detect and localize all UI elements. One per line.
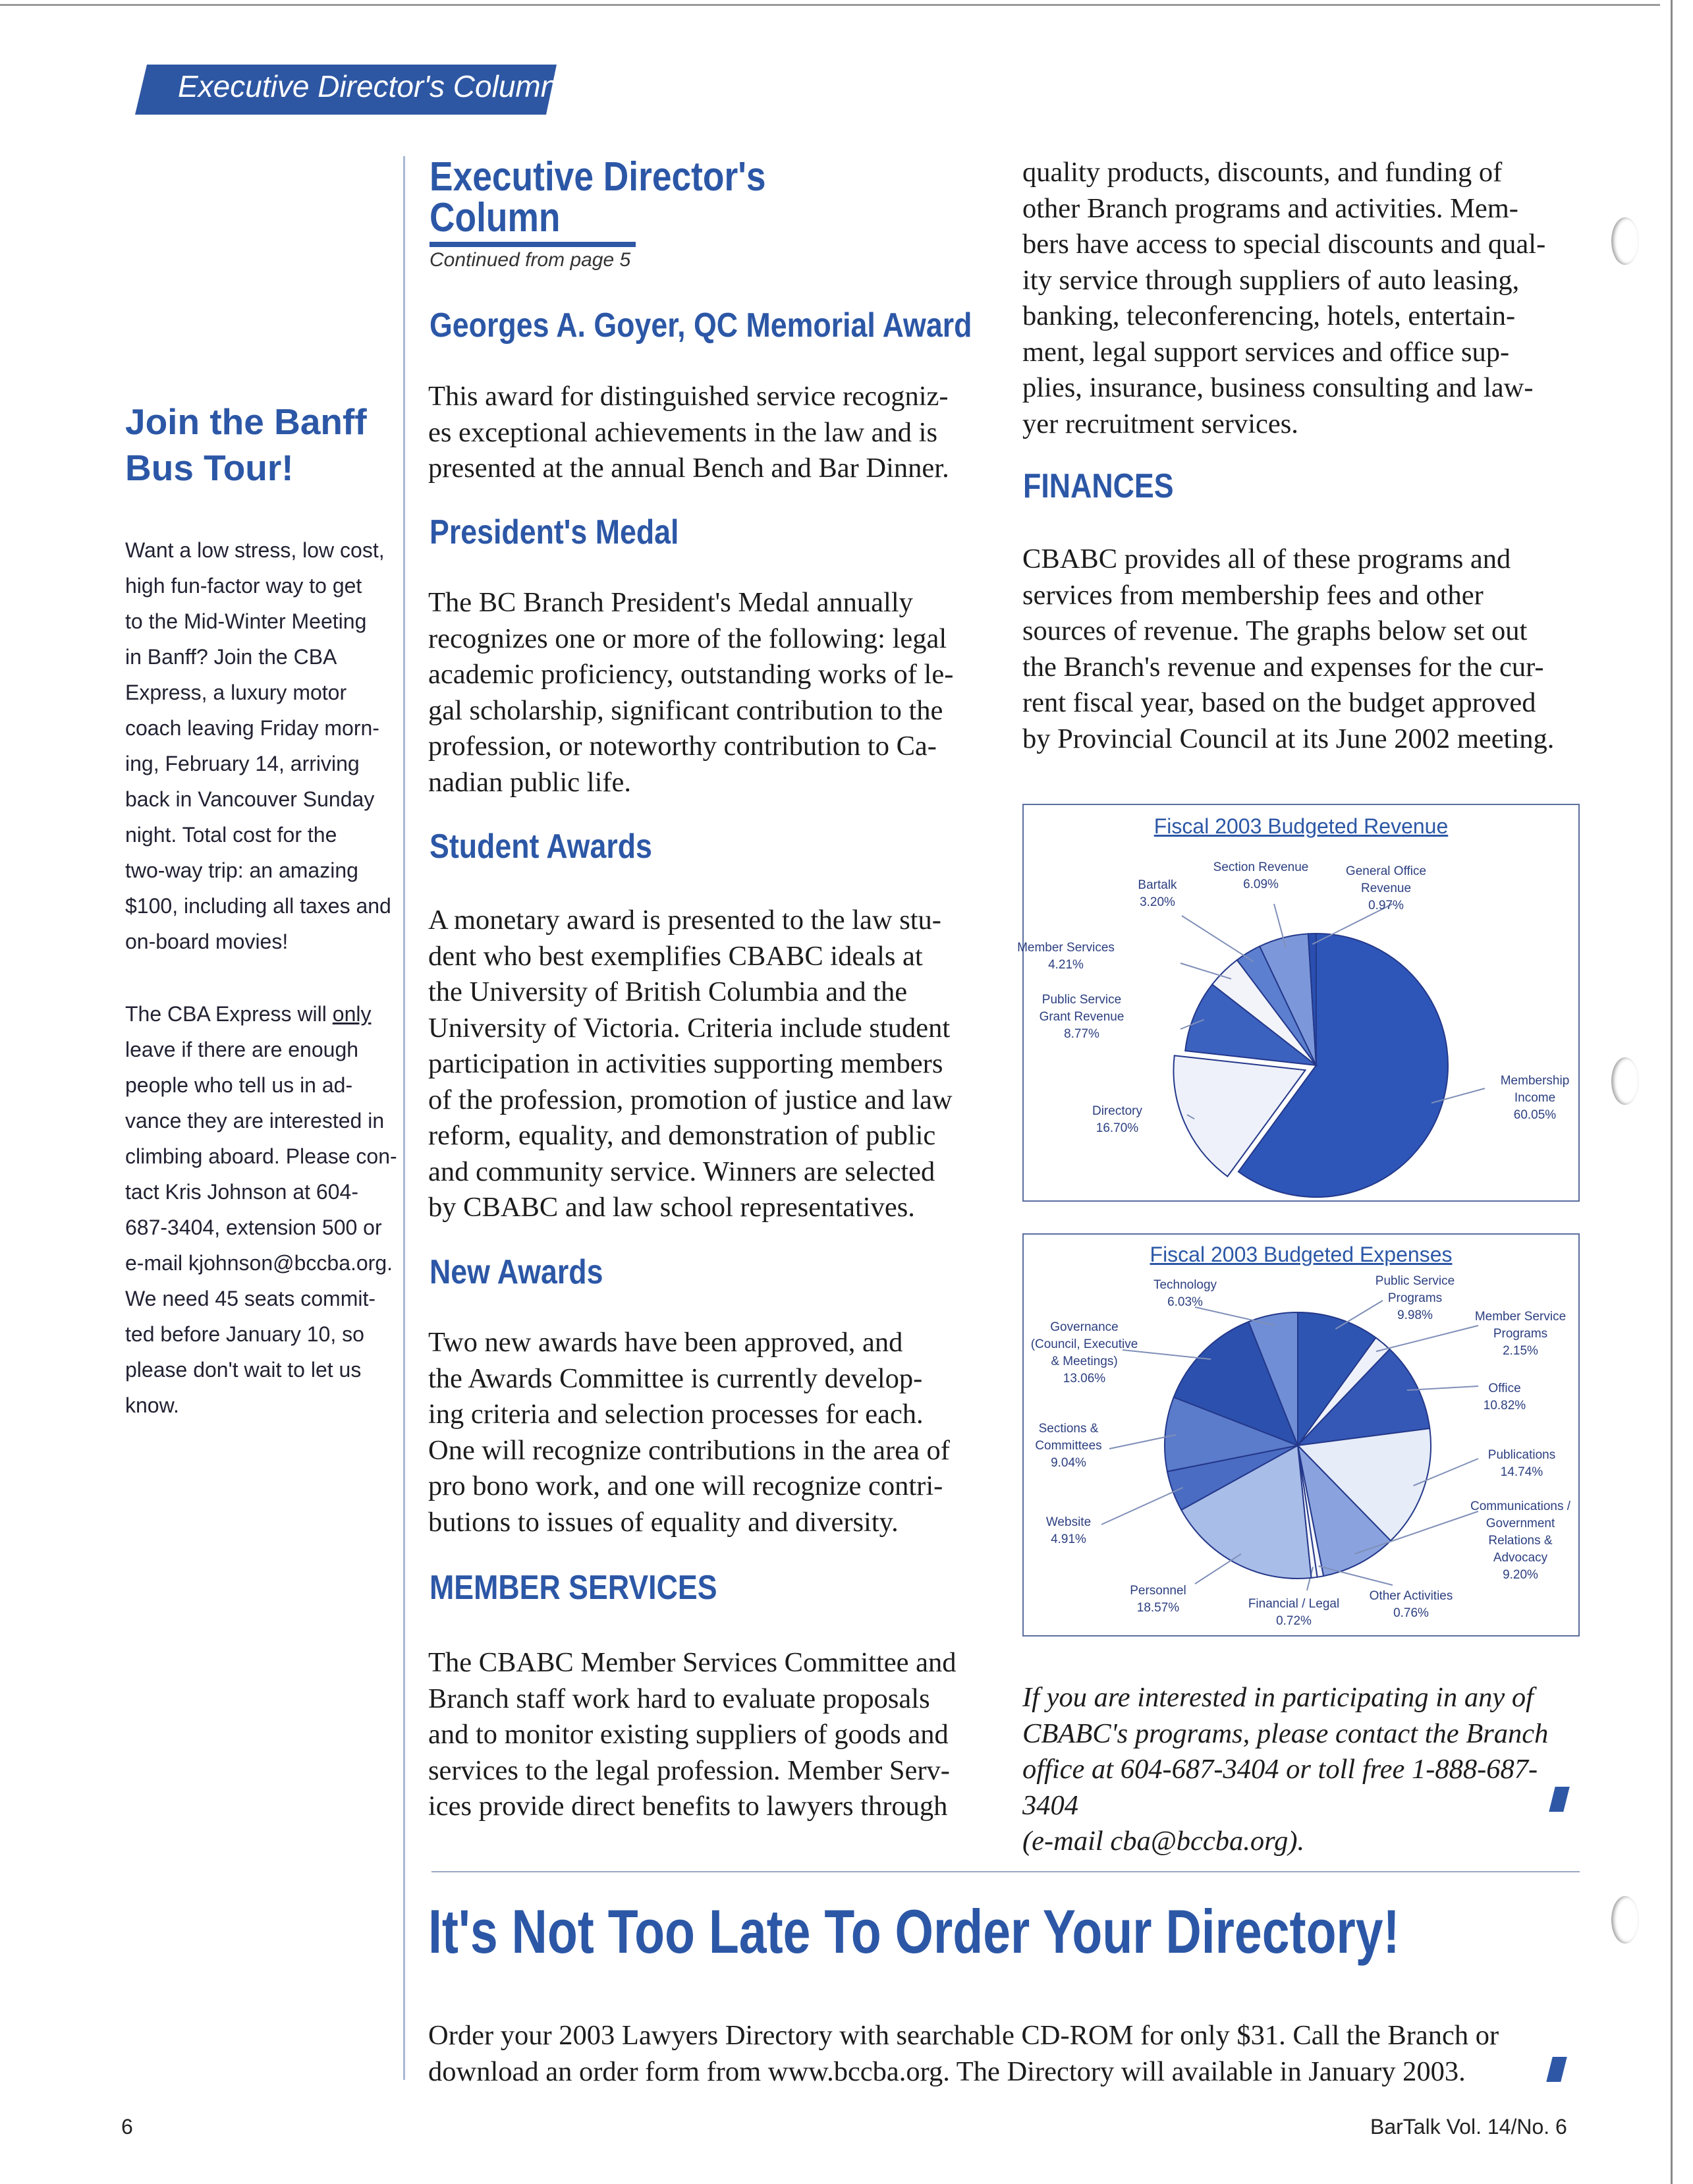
slice-label: Membership Income 60.05% (1500, 1074, 1570, 1122)
page-number: 6 (121, 2115, 133, 2139)
publication-info: BarTalk Vol. 14/No. 6 (1370, 2115, 1567, 2139)
slice-label: Technology 6.03% (1153, 1278, 1217, 1309)
binder-hole (1611, 217, 1639, 265)
sidebar-title: Join the Banff Bus Tour! (125, 401, 367, 488)
slice-label: Governance (Council, Executive & Meetings) 13.06% (1030, 1320, 1138, 1386)
contact-note: If you are interested in participating in any of CBABC's programs, please contact the Branch office at 604-687-3404 or toll free 1-888-687-3404 (e-mail cba@bccba.org). (1022, 1682, 1549, 1857)
section-heading: President's Medal (430, 513, 679, 551)
section-body: A monetary award is presented to the law stu- dent who best exemplifies CBABC ideals at the University of British Columbia and the University of Victoria. Criteria include student participation in activities supporting members of the profession, promotion of justice and law reform, equality, and demonstration of public and community service. Winners are selected by CBABC and law school representatives. (428, 905, 953, 1223)
section-body: CBABC provides all of these programs and services from membership fees and other sources of revenue. The graphs below set out the Branch's revenue and expenses for the cur- rent fiscal year, based on the budget approved by Provincial Council at its June 2002 meeting. (1022, 544, 1555, 754)
leader-line (1182, 916, 1254, 962)
slice-label: Public Service Programs 9.98% (1375, 1274, 1455, 1322)
slice-label: Financial / Legal 0.72% (1248, 1597, 1340, 1628)
column-divider (403, 156, 405, 2080)
promo-heading: It's Not Too Late To Order Your Directory! (428, 1897, 1400, 1966)
slice-label: General Office Revenue 0.97% (1345, 864, 1427, 912)
email-link[interactable]: e-mail kjohnson@bccba.org. (125, 1251, 393, 1275)
slice-label: Other Activities 0.76% (1369, 1589, 1453, 1620)
expenses-chart (1022, 1233, 1580, 1637)
sidebar-paragraph: Want a low stress, low cost, high fun-factor way to get to the Mid-Winter Meeting in Banff? Join the CBA Express, a luxury motor coach leaving Friday morn- ing, February 14, arriving back in Vancouver Sunday night. Total cost for the two-way trip: an amazing $100, including all taxes and on-board movies! (125, 538, 391, 953)
section-divider (431, 1871, 1580, 1872)
promo-body: Order your 2003 Lawyers Directory with searchable CD-ROM for only $31. Call the Branch or download an order form from www.bccba.org. The Directory will available in January 2003. (428, 2020, 1499, 2087)
emphasis: only (332, 1002, 372, 1026)
section-heading: New Awards (430, 1253, 603, 1291)
leader-line (1195, 1554, 1241, 1584)
slice-label: Personnel 18.57% (1130, 1584, 1186, 1615)
slice-label: Section Revenue 6.09% (1213, 860, 1309, 891)
slice-label: Public Service Grant Revenue 8.77% (1039, 993, 1124, 1041)
section-heading: MEMBER SERVICES (430, 1569, 717, 1607)
slice-label: Sections & Committees 9.04% (1035, 1422, 1102, 1470)
title-underline (430, 242, 636, 247)
chart-title: Fiscal 2003 Budgeted Revenue (1153, 814, 1449, 838)
binder-hole (1611, 1896, 1639, 1944)
slice-label: Bartalk 3.20% (1138, 878, 1177, 909)
article-title: Executive Director's Column (430, 154, 766, 240)
section-body: The BC Branch President's Medal annually recognizes one or more of the following: legal academic proficiency, outstanding works of le- gal scholarship, significant contribution to the profession, or noteworthy contribution to Ca- nadian public life. (428, 587, 954, 798)
slice-label: Communications / Government Relations & Advocacy 9.20% (1470, 1499, 1571, 1582)
leader-line (1376, 1326, 1478, 1351)
continued-note: Continued from page 5 (430, 249, 631, 271)
leader-line (1101, 1488, 1183, 1525)
section-heading: Georges A. Goyer, QC Memorial Award (430, 306, 972, 345)
section-heading: FINANCES (1023, 467, 1174, 505)
section-banner-label: Executive Director's Column (178, 69, 558, 103)
section-body: Two new awards have been approved, and the Awards Committee is currently develop- ing criteria and selection processes for each. One will recognize contributions in the area of pro bono work, and one will recognize contri- butions to issues of equality and diversity. (428, 1327, 950, 1538)
top-rule (0, 4, 1660, 6)
page-edge (1671, 0, 1673, 2184)
section-body: The CBABC Member Services Committee and Branch staff work hard to evaluate proposals and to monitor existing suppliers of goods and services to the legal profession. Member Serv- ices provide direct benefits to lawyers through (428, 1647, 957, 1822)
slice-label: Website 4.91% (1045, 1515, 1092, 1546)
slice-label: Publications 14.74% (1487, 1448, 1556, 1479)
binder-hole (1611, 1057, 1639, 1105)
section-body: This award for distinguished service recogniz- es exceptional achievements in the law and is presented at the annual Bench and Bar Dinner. (428, 381, 949, 484)
section-body: quality products, discounts, and funding of other Branch programs and activities. Mem- bers have access to special discounts and qual- ity service through suppliers of auto leasing, banking, teleconferencing, hotels, entertain- ment, legal support services and office sup- plies, insurance, business consulting and law- yer recruitment services. (1022, 157, 1546, 439)
revenue-chart (1017, 804, 1580, 1202)
sidebar-paragraph: The CBA Express will only leave if there are enough people who tell us in ad- vance they are interested in climbing aboard. Please con- tact Kris Johnson at 604- 687-3404, extension 500 or e-mail kjohnson@bccba.org. We need 45 seats commit- ted before January 10, so please don't wait to let us know. (125, 996, 402, 1423)
chart-title: Fiscal 2003 Budgeted Expenses (1150, 1243, 1453, 1266)
slice-label: Member Service Programs 2.15% (1474, 1310, 1567, 1358)
slice-label: Member Services 4.21% (1017, 941, 1115, 972)
leader-line (1319, 1566, 1393, 1585)
section-heading: Student Awards (430, 827, 652, 866)
slice-label: Office 10.82% (1483, 1382, 1526, 1413)
slice-label: Directory 16.70% (1092, 1104, 1142, 1135)
